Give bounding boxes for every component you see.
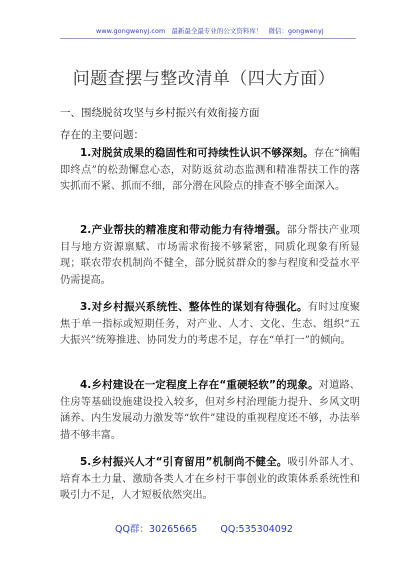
issue-lead-4: 4.乡村建设在一定程度上存在“重硬轻软”的现象。 — [80, 379, 319, 391]
issue-text-1: 存在“摘帽即终点”的松劲懈怠心态，对防返贫动态监测和精准帮扶工作的落实抓而不紧、抓而不细，部分潜在风险点的排查不够全面深入。 — [60, 148, 360, 192]
issue-text-2: 部分帮扶产业项目与地方资源禀赋、市场需求衔接不够紧密，同质化现象有所显现；联农带农机制尚不健全，部分脱贫群众的参与程度和受益水平仍需提高。 — [60, 225, 360, 286]
issue-paragraph-3 — [60, 299, 360, 350]
issue-text-3: 有时过度聚焦于单一指标或短期任务，对产业、人才、文化、生态、组织“五大振兴”统筹推进、协同发力的考虑不足，存在“单打一”的倾向。 — [60, 302, 361, 346]
issue-paragraph-4 — [60, 377, 360, 444]
site-slogan: 最新最全最专业的公文资料库！ — [171, 27, 263, 35]
section-heading: 一、围绕脱贫攻坚与乡村振兴有效衔接方面 — [60, 107, 260, 119]
issue-lead-5: 5.乡村振兴人才“引育留用”机制尚不健全。 — [80, 456, 288, 468]
issue-paragraph-1 — [60, 145, 360, 196]
page-footer — [0, 521, 408, 535]
issue-paragraph-2 — [60, 222, 360, 289]
site-header — [96, 26, 326, 35]
issue-lead-2: 2.产业帮扶的精准度和带动能力有待增强。 — [80, 224, 287, 236]
issue-lead-3: 3.对乡村振兴系统性、整体性的谋划有待强化。 — [80, 301, 308, 313]
qq-contact: QQ:535304092 — [220, 524, 293, 535]
issue-text-4: 对道路、住房等基础设施建设投入较多，但对乡村治理能力提升、乡风文明涵养、内生发展动力激发等“软件”建设的重视程度还不够，办法举措不够丰富。 — [60, 380, 360, 441]
issue-lead-1: 1.对脱贫成果的稳固性和可持续性认识不够深刻。 — [80, 147, 314, 159]
document-title: 问题查摆与整改清单（四大方面） — [72, 69, 336, 89]
issue-paragraph-5 — [60, 454, 360, 505]
intro-label: 存在的主要问题： — [60, 129, 144, 141]
wechat-id: 微信：gongwenyj — [268, 27, 324, 35]
qq-group-contact: QQ群：30265665 — [115, 524, 198, 535]
header-divider — [60, 38, 356, 39]
site-url-link[interactable]: www.gongwenyj.com — [96, 27, 166, 35]
issue-text-5: 吸引外部人才、培育本土力量、激励各类人才在乡村干事创业的政策体系系统性和吸引力不足，人才短板依然突出。 — [60, 457, 360, 501]
